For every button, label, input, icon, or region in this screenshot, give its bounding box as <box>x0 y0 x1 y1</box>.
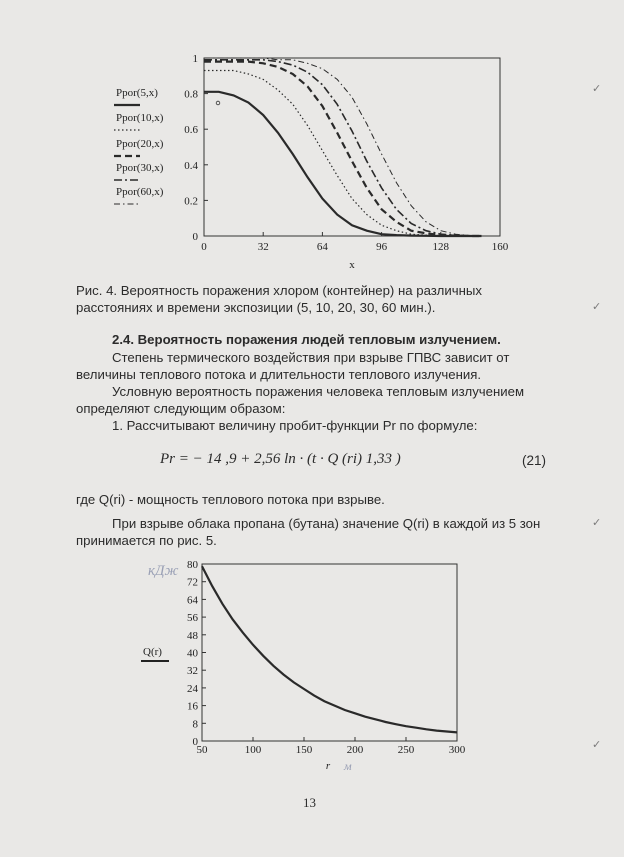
x-tick-label: 128 <box>432 241 450 253</box>
y-tick-label: 32 <box>187 665 198 678</box>
margin-tick-4: ✓ <box>592 739 602 751</box>
x-tick-label: 50 <box>196 744 208 756</box>
formula-21: Pr = − 14 ,9 + 2,56 ln · (t · Q (ri) 1,33 ) <box>160 451 401 467</box>
x-tick-label: 200 <box>346 744 364 756</box>
legend-label-4: Ppor(60,x) <box>116 186 164 198</box>
x-tick-label: 300 <box>448 744 466 756</box>
handwritten-note-units: кДж <box>148 563 179 579</box>
y-tick-label: 8 <box>192 718 198 731</box>
legend-label-0: Ppor(5,x) <box>116 87 158 99</box>
section-heading: 2.4. Вероятность поражения людей тепловым излучением. <box>112 332 501 347</box>
y-tick-label: 1 <box>192 53 198 65</box>
series-line-0 <box>202 566 457 732</box>
margin-tick-2: ✓ <box>592 301 602 313</box>
page-number: 13 <box>303 795 316 810</box>
paragraph-4: где Q(ri) - мощность теплового потока при взрыве. <box>76 492 385 507</box>
y-tick-label: 0 <box>192 231 198 243</box>
legend-label-1: Ppor(10,x) <box>116 112 164 124</box>
paragraph-1: Степень термического воздействия при взрыве ГПВС зависит от величины теплового потока и длительности теплового излучения. <box>76 350 510 382</box>
series-line-1 <box>204 71 482 237</box>
figure-4-chart <box>0 0 624 282</box>
legend-label-3: Ppor(30,x) <box>116 162 164 174</box>
y-tick-label: 80 <box>187 559 198 571</box>
series-line-4 <box>204 58 482 236</box>
y-tick-label: 48 <box>187 629 198 642</box>
plot-frame <box>202 564 457 741</box>
x-axis-label: x <box>349 259 355 271</box>
x-tick-label: 96 <box>376 241 388 253</box>
x-tick-label: 160 <box>491 241 509 253</box>
y-axis-label: Q(r) <box>143 646 162 658</box>
x-tick-label: 64 <box>316 241 328 253</box>
paragraph-2: Условную вероятность поражения человека тепловым излучением определяют следующим образом: <box>76 384 525 416</box>
y-tick-label: 24 <box>187 682 198 695</box>
y-tick-label: 72 <box>187 576 198 589</box>
figure-5-chart <box>0 555 624 785</box>
paragraph-5: При взрыве облака пропана (бутана) значение Q(ri) в каждой из 5 зон принимается по рис. 5. <box>76 516 541 548</box>
formula-number: (21) <box>522 453 547 468</box>
y-tick-label: 64 <box>187 594 198 607</box>
stray-mark <box>216 101 220 105</box>
margin-tick-3: ✓ <box>592 517 602 529</box>
y-tick-label: 0.6 <box>184 124 198 137</box>
paragraph-3: 1. Рассчитывают величину пробит-функции Pr по формуле: <box>112 418 478 433</box>
series-line-3 <box>204 60 482 236</box>
y-tick-label: 0 <box>192 736 198 748</box>
x-tick-label: 100 <box>244 744 262 756</box>
y-tick-label: 0.8 <box>184 88 198 101</box>
figure-4-caption: Рис. 4. Вероятность поражения хлором (контейнер) на различных расстояниях и времени экспозиции (5, 10, 20, 30, 60 мин.). <box>76 283 482 315</box>
margin-tick-1: ✓ <box>592 83 602 95</box>
handwritten-note-meters: м <box>344 759 352 773</box>
series-line-2 <box>204 62 482 236</box>
y-tick-label: 0.2 <box>184 195 198 208</box>
y-tick-label: 56 <box>187 612 198 625</box>
legend-label-2: Ppor(20,x) <box>116 138 164 150</box>
x-tick-label: 32 <box>257 241 269 253</box>
x-tick-label: 0 <box>201 241 207 253</box>
plot-frame <box>204 58 500 236</box>
x-tick-label: 250 <box>397 744 415 756</box>
x-tick-label: 150 <box>295 744 313 756</box>
y-tick-label: 0.4 <box>184 159 198 172</box>
y-tick-label: 16 <box>187 700 198 713</box>
y-tick-label: 40 <box>187 647 198 660</box>
x-axis-label: r <box>325 760 331 772</box>
